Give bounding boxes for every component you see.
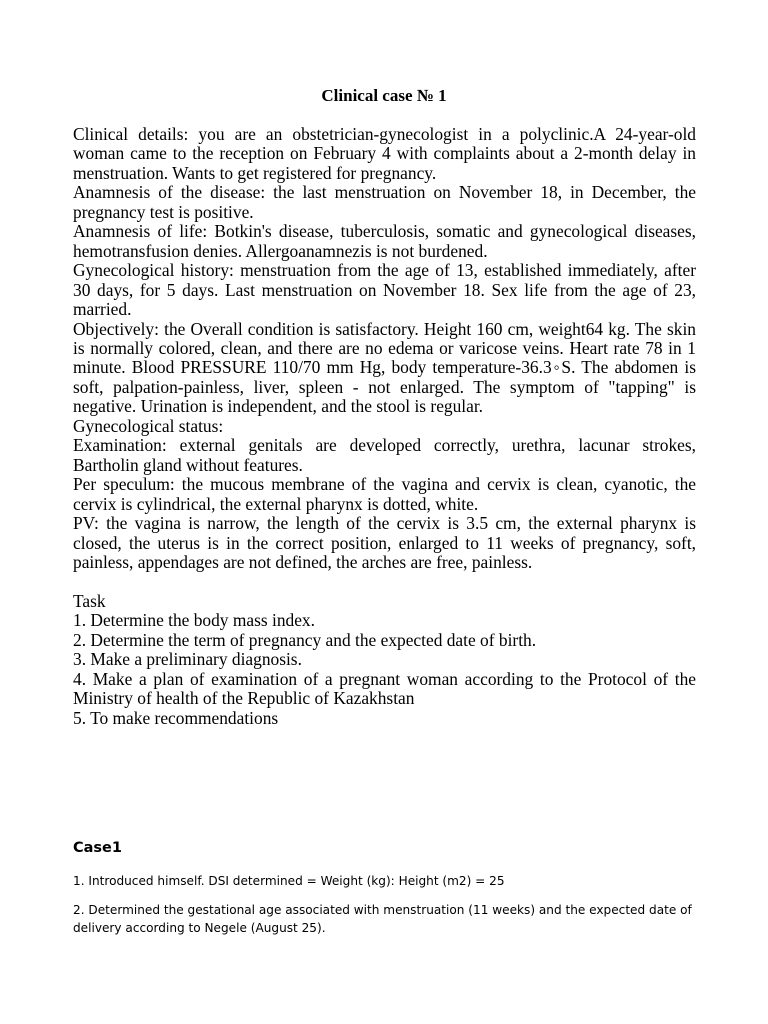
pv-paragraph: PV: the vagina is narrow, the length of the cervix is 3.5 cm, the external pharynx is closed, the uterus is in the correct position, enlarged to 11 weeks of pregnancy, soft, painless, appendages are not defined, the arches are free, painless. [73,513,696,572]
task-item: 1. Determine the body mass index. [73,610,315,631]
task-item: 4. Make a plan of examination of a pregnant woman according to the Protocol of the Ministry of health of the Republic of Kazakhstan [73,668,696,709]
answers-heading: Case1 [73,840,122,856]
anamnesis-life-paragraph: Anamnesis of life: Botkin's disease, tuberculosis, somatic and gynecological diseases, hemotransfusion denies. Allergoanamnezis is not burdened. [73,221,696,261]
task-item: 5. To make recommendations [73,707,279,728]
answers-section [73,838,696,948]
gynecological-history-paragraph: Gynecological history: menstruation from the age of 13, established immediately, after 30 days, for 5 days. Last menstruation on November 18. Sex life from the age of 23, married. [73,260,696,320]
objective-findings-paragraph: Objectively: the Overall condition is satisfactory. Height 160 cm, weight64 kg. The skin is normally colored, clean, and there are no edema or varicose veins. Heart rate 78 in 1 minute. Blood PRESSURE 110/70 mm Hg, body temperature-36.3◦S. The abdomen is soft, palpation-painless, liver, spleen - not enlarged. The symptom of "tapping" is negative. Urination is independent, and the stool is regular. [73,318,696,417]
clinical-details-paragraph: Clinical details: you are an obstetrician-gynecologist in a polyclinic.A 24-year-old woman came to the reception on February 4 with complaints about a 2-month delay in menstruation. Wants to get registered for pregnancy. [73,124,696,183]
case-description [73,125,696,728]
task-item: 3. Make a preliminary diagnosis. [73,649,302,670]
anamnesis-disease-paragraph: Anamnesis of the disease: the last menstruation on November 18, in December, the pregnancy test is positive. [73,182,696,222]
examination-paragraph: Examination: external genitals are developed correctly, urethra, lacunar strokes, Bartholin gland without features. [73,435,696,475]
gynecological-status-heading: Gynecological status: [73,415,224,436]
answer-item: 2. Determined the gestational age associated with menstruation (11 weeks) and the expected date of delivery according to Negele (August 25). [73,902,692,935]
paragraph-spacer [73,572,696,591]
page-title: Clinical case № 1 [321,86,447,105]
answer-item: 1. Introduced himself. DSI determined = Weight (kg): Height (m2) = 25 [73,874,505,888]
task-heading: Task [73,590,106,611]
per-speculum-paragraph: Per speculum: the mucous membrane of the vagina and cervix is clean, cyanotic, the cervix is cylindrical, the external pharynx is dotted, white. [73,474,696,514]
task-item: 2. Determine the term of pregnancy and the expected date of birth. [73,629,537,650]
